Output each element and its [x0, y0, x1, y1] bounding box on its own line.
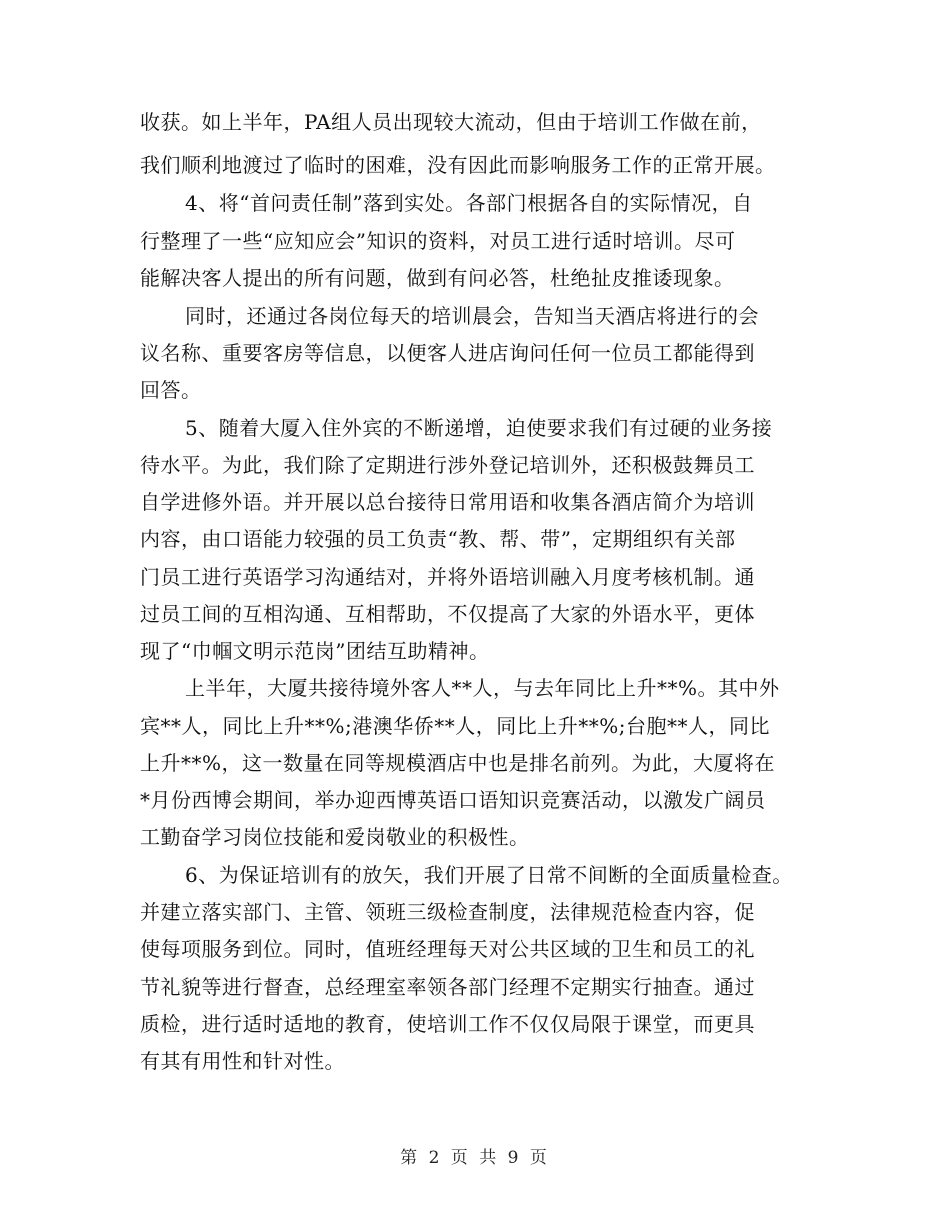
text-line: 行整理了一些“应知应会”知识的资料，对员工进行适时培训。尽可 — [140, 229, 736, 253]
text-line: 能解决客人提出的所有问题，做到有问必答，杜绝扯皮推诿现象。 — [140, 266, 735, 290]
text-line: 宾**人，同比上升**%;港澳华侨**人，同比上升**%;台胞**人，同比 — [140, 714, 770, 738]
text-line: *月份西博会期间，举办迎西博英语口语知识竞赛活动，以激发广阔员 — [140, 788, 766, 812]
text-line: 待水平。为此，我们除了定期进行涉外登记培训外，还积极鼓舞员工 — [140, 453, 755, 477]
text-line: 同时，还通过各岗位每天的培训晨会，告知当天酒店将进行的会 — [185, 304, 759, 328]
text-line: 上半年，大厦共接待境外客人**人，与去年同比上升**%。其中外 — [185, 676, 780, 700]
text-line: 门员工进行英语学习沟通结对，并将外语培训融入月度考核机制。通 — [140, 565, 755, 589]
text-line: 上升**%，这一数量在同等规模酒店中也是排名前列。为此，大厦将在 — [140, 751, 776, 775]
page-number-footer: 第 2 页 共 9 页 — [400, 1148, 550, 1168]
text-line: 并建立落实部门、主管、领班三级检查制度，法律规范检查内容，促 — [140, 900, 755, 924]
text-line: 收获。如上半年，PA组人员出现较大流动，但由于培训工作做在前， — [140, 110, 762, 134]
text-line: 我们顺利地渡过了临时的困难，没有因此而影响服务工作的正常开展。 — [140, 153, 776, 177]
text-line: 过员工间的互相沟通、互相帮助，不仅提高了大家的外语水平，更体 — [140, 602, 755, 626]
text-line: 4、将“首问责任制”落到实处。各部门根据各自的实际情况，自 — [185, 191, 753, 215]
text-line: 质检，进行适时适地的教育，使培训工作不仅仅局限于课堂，而更具 — [140, 1012, 755, 1036]
text-line: 工勤奋学习岗位技能和爱岗敬业的积极性。 — [140, 825, 530, 849]
text-line: 节礼貌等进行督查，总经理室率领各部门经理不定期实行抽查。通过 — [140, 975, 755, 999]
text-line: 内容，由口语能力较强的员工负责“教、帮、带”，定期组织有关部 — [140, 527, 736, 551]
text-line: 议名称、重要客房等信息，以便客人进店询问任何一位员工都能得到 — [140, 341, 755, 365]
text-line: 自学进修外语。并开展以总台接待日常用语和收集各酒店简介为培训 — [140, 490, 755, 514]
text-line: 5、随着大厦入住外宾的不断递增，迫使要求我们有过硬的业务接 — [185, 416, 773, 440]
text-line: 6、为保证培训有的放矢，我们开展了日常不间断的全面质量检查。 — [185, 863, 793, 887]
text-line: 现了“巾帼文明示范岗”团结互助精神。 — [140, 639, 490, 663]
text-line: 使每项服务到位。同时，值班经理每天对公共区域的卫生和员工的礼 — [140, 937, 755, 961]
text-line: 回答。 — [140, 378, 202, 402]
text-line: 有其有用性和针对性。 — [140, 1049, 345, 1073]
